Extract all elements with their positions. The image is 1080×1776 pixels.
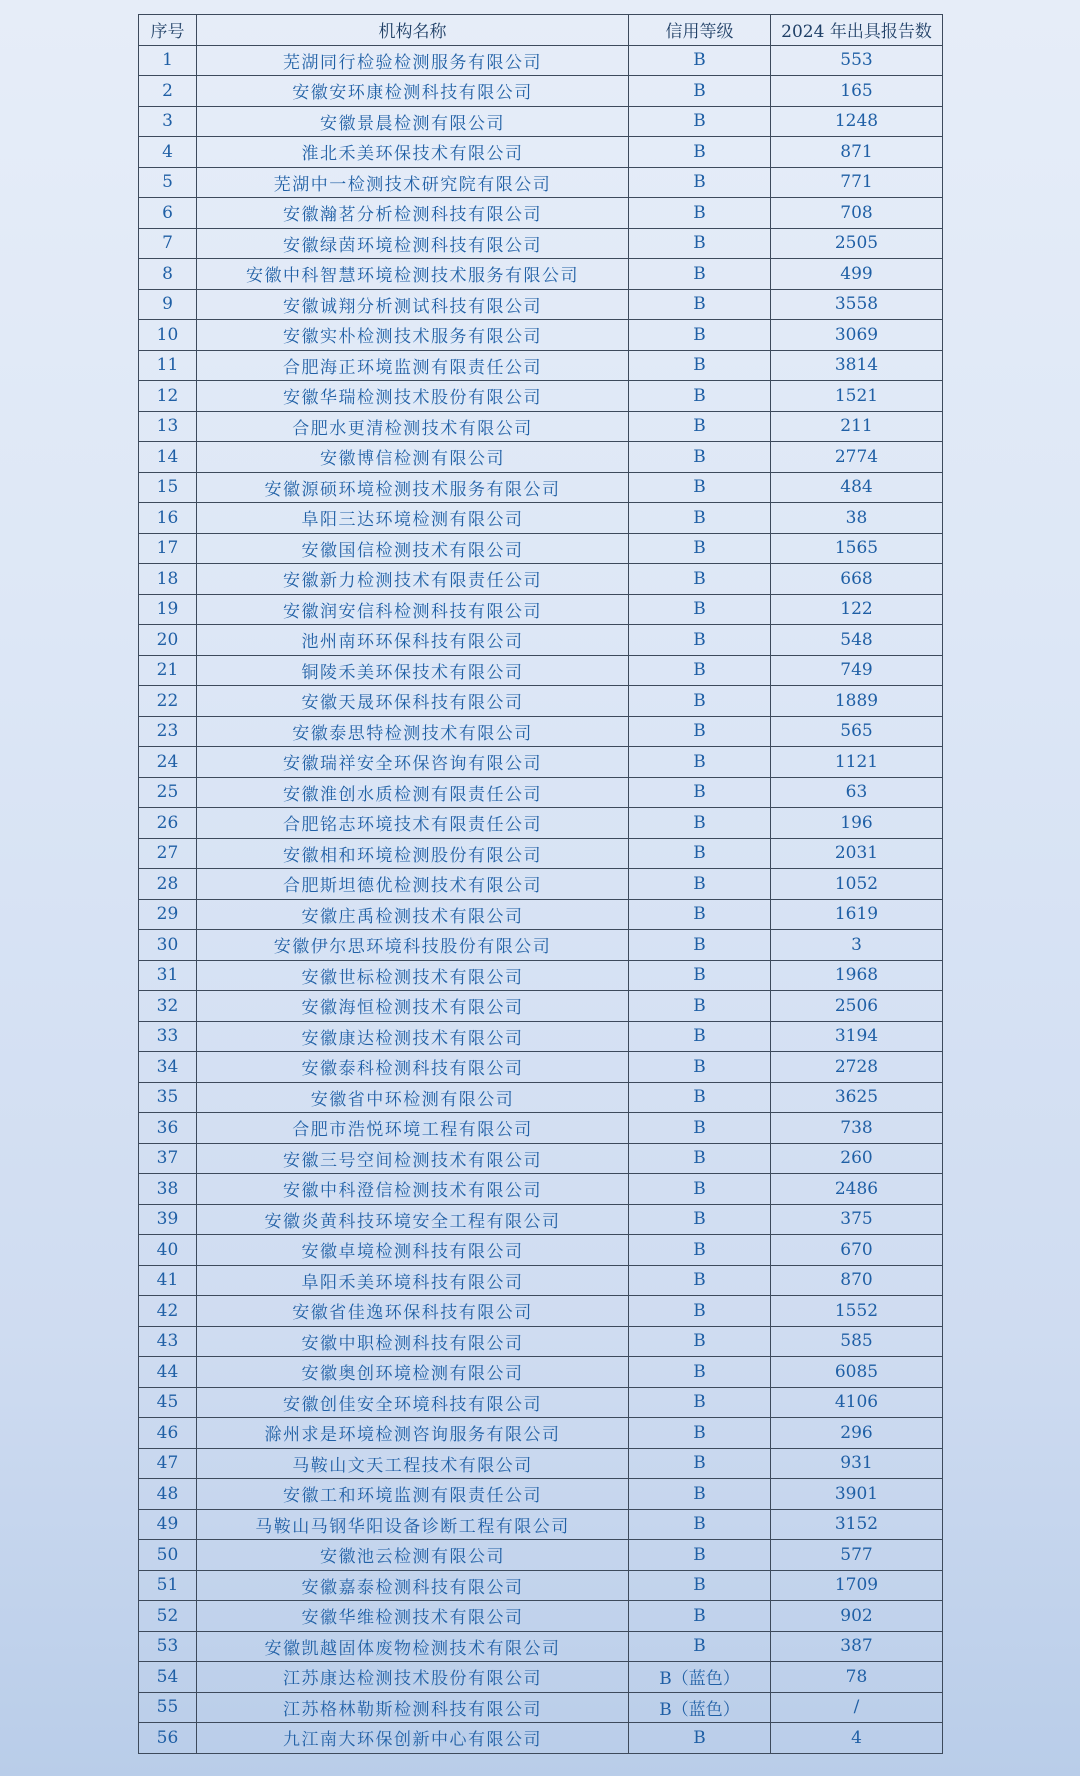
cell-credit-grade: B: [629, 259, 771, 290]
table-row: [139, 1692, 943, 1723]
table-header-row: [139, 15, 943, 46]
cell-institution-name: 安徽康达检测技术有限公司: [197, 1021, 629, 1052]
cell-index: 9: [139, 289, 197, 320]
table-row: [139, 838, 943, 869]
cell-credit-grade: B: [629, 1235, 771, 1266]
table-row: [139, 594, 943, 625]
header-reports: 2024 年出具报告数: [771, 15, 943, 46]
table-row: [139, 960, 943, 991]
cell-index: 15: [139, 472, 197, 503]
cell-report-count: 3152: [771, 1509, 943, 1540]
cell-institution-name: 安徽海恒检测技术有限公司: [197, 991, 629, 1022]
cell-credit-grade: B: [629, 45, 771, 76]
cell-institution-name: 安徽工和环境监测有限责任公司: [197, 1479, 629, 1510]
cell-credit-grade: B: [629, 1021, 771, 1052]
cell-institution-name: 芜湖同行检验检测服务有限公司: [197, 45, 629, 76]
cell-credit-grade: B: [629, 686, 771, 717]
cell-credit-grade: B: [629, 1082, 771, 1113]
cell-report-count: 3194: [771, 1021, 943, 1052]
cell-index: 36: [139, 1113, 197, 1144]
table-row: [139, 1479, 943, 1510]
cell-institution-name: 安徽三号空间检测技术有限公司: [197, 1143, 629, 1174]
cell-institution-name: 安徽省佳逸环保科技有限公司: [197, 1296, 629, 1327]
cell-index: 11: [139, 350, 197, 381]
table-row: [139, 1509, 943, 1540]
cell-report-count: 870: [771, 1265, 943, 1296]
cell-report-count: 565: [771, 716, 943, 747]
cell-index: 19: [139, 594, 197, 625]
header-grade: 信用等级: [629, 15, 771, 46]
cell-institution-name: 马鞍山马钢华阳设备诊断工程有限公司: [197, 1509, 629, 1540]
cell-index: 42: [139, 1296, 197, 1327]
cell-index: 46: [139, 1418, 197, 1449]
cell-report-count: 2506: [771, 991, 943, 1022]
cell-credit-grade: B: [629, 1631, 771, 1662]
cell-report-count: 2774: [771, 442, 943, 473]
cell-credit-grade: B: [629, 564, 771, 595]
cell-index: 26: [139, 808, 197, 839]
cell-credit-grade: B: [629, 869, 771, 900]
cell-institution-name: 安徽实朴检测技术服务有限公司: [197, 320, 629, 351]
cell-institution-name: 安徽中科智慧环境检测技术服务有限公司: [197, 259, 629, 290]
cell-report-count: 3901: [771, 1479, 943, 1510]
table-row: [139, 655, 943, 686]
cell-institution-name: 池州南环环保科技有限公司: [197, 625, 629, 656]
cell-index: 43: [139, 1326, 197, 1357]
table-row: [139, 1082, 943, 1113]
cell-index: 34: [139, 1052, 197, 1083]
cell-credit-grade: B: [629, 655, 771, 686]
cell-index: 24: [139, 747, 197, 778]
cell-institution-name: 安徽池云检测有限公司: [197, 1540, 629, 1571]
cell-credit-grade: B: [629, 747, 771, 778]
table-row: [139, 747, 943, 778]
cell-index: 17: [139, 533, 197, 564]
cell-report-count: 3814: [771, 350, 943, 381]
cell-institution-name: 合肥水更清检测技术有限公司: [197, 411, 629, 442]
cell-institution-name: 合肥市浩悦环境工程有限公司: [197, 1113, 629, 1144]
cell-report-count: 3069: [771, 320, 943, 351]
cell-credit-grade: B: [629, 411, 771, 442]
cell-report-count: 211: [771, 411, 943, 442]
cell-report-count: 738: [771, 1113, 943, 1144]
table-row: [139, 381, 943, 412]
cell-index: 48: [139, 1479, 197, 1510]
cell-credit-grade: B: [629, 716, 771, 747]
cell-institution-name: 安徽淮创水质检测有限责任公司: [197, 777, 629, 808]
cell-credit-grade: B: [629, 1113, 771, 1144]
cell-report-count: 296: [771, 1418, 943, 1449]
cell-institution-name: 安徽天晟环保科技有限公司: [197, 686, 629, 717]
cell-institution-name: 安徽伊尔思环境科技股份有限公司: [197, 930, 629, 961]
cell-index: 3: [139, 106, 197, 137]
table-row: [139, 503, 943, 534]
cell-credit-grade: B: [629, 1296, 771, 1327]
table-row: [139, 1448, 943, 1479]
table-row: [139, 350, 943, 381]
cell-institution-name: 安徽华瑞检测技术股份有限公司: [197, 381, 629, 412]
cell-report-count: 902: [771, 1601, 943, 1632]
table-row: [139, 991, 943, 1022]
cell-institution-name: 九江南大环保创新中心有限公司: [197, 1723, 629, 1754]
cell-report-count: 1248: [771, 106, 943, 137]
cell-index: 38: [139, 1174, 197, 1205]
cell-institution-name: 安徽省中环检测有限公司: [197, 1082, 629, 1113]
table-row: [139, 1052, 943, 1083]
cell-index: 7: [139, 228, 197, 259]
cell-index: 51: [139, 1570, 197, 1601]
table-row: [139, 930, 943, 961]
cell-institution-name: 安徽瀚茗分析检测科技有限公司: [197, 198, 629, 229]
cell-credit-grade: B: [629, 137, 771, 168]
cell-index: 54: [139, 1662, 197, 1693]
table-row: [139, 1601, 943, 1632]
cell-credit-grade: B: [629, 625, 771, 656]
cell-credit-grade: B: [629, 1326, 771, 1357]
credit-grade-table-container: [138, 14, 942, 1754]
cell-institution-name: 安徽中科澄信检测技术有限公司: [197, 1174, 629, 1205]
cell-report-count: 1968: [771, 960, 943, 991]
table-row: [139, 228, 943, 259]
table-row: [139, 411, 943, 442]
table-row: [139, 1418, 943, 1449]
table-row: [139, 442, 943, 473]
cell-index: 12: [139, 381, 197, 412]
cell-credit-grade: B: [629, 838, 771, 869]
cell-credit-grade: B: [629, 594, 771, 625]
cell-report-count: 668: [771, 564, 943, 595]
cell-institution-name: 安徽相和环境检测股份有限公司: [197, 838, 629, 869]
cell-report-count: 4106: [771, 1387, 943, 1418]
cell-index: 32: [139, 991, 197, 1022]
cell-credit-grade: B: [629, 106, 771, 137]
cell-index: 47: [139, 1448, 197, 1479]
table-row: [139, 625, 943, 656]
cell-report-count: 670: [771, 1235, 943, 1266]
cell-institution-name: 安徽创佳安全环境科技有限公司: [197, 1387, 629, 1418]
cell-report-count: 375: [771, 1204, 943, 1235]
cell-institution-name: 江苏格林勒斯检测科技有限公司: [197, 1692, 629, 1723]
cell-report-count: 165: [771, 76, 943, 107]
table-row: [139, 1326, 943, 1357]
cell-institution-name: 铜陵禾美环保技术有限公司: [197, 655, 629, 686]
table-row: [139, 198, 943, 229]
cell-index: 5: [139, 167, 197, 198]
cell-index: 39: [139, 1204, 197, 1235]
cell-index: 31: [139, 960, 197, 991]
table-row: [139, 686, 943, 717]
cell-report-count: 499: [771, 259, 943, 290]
cell-report-count: 78: [771, 1662, 943, 1693]
table-row: [139, 289, 943, 320]
cell-credit-grade: B: [629, 1265, 771, 1296]
table-row: [139, 777, 943, 808]
cell-index: 28: [139, 869, 197, 900]
cell-credit-grade: B: [629, 76, 771, 107]
cell-report-count: 1552: [771, 1296, 943, 1327]
cell-report-count: 708: [771, 198, 943, 229]
cell-institution-name: 安徽博信检测有限公司: [197, 442, 629, 473]
header-index: 序号: [139, 15, 197, 46]
cell-institution-name: 安徽绿茵环境检测科技有限公司: [197, 228, 629, 259]
cell-report-count: 1889: [771, 686, 943, 717]
cell-credit-grade: B: [629, 320, 771, 351]
cell-institution-name: 安徽泰科检测科技有限公司: [197, 1052, 629, 1083]
cell-report-count: 3: [771, 930, 943, 961]
cell-report-count: 577: [771, 1540, 943, 1571]
cell-index: 22: [139, 686, 197, 717]
cell-institution-name: 安徽奥创环境检测有限公司: [197, 1357, 629, 1388]
cell-index: 2: [139, 76, 197, 107]
cell-institution-name: 安徽庄禹检测技术有限公司: [197, 899, 629, 930]
cell-report-count: 63: [771, 777, 943, 808]
cell-credit-grade: B: [629, 1448, 771, 1479]
cell-report-count: 585: [771, 1326, 943, 1357]
cell-institution-name: 安徽炎黄科技环境安全工程有限公司: [197, 1204, 629, 1235]
cell-index: 41: [139, 1265, 197, 1296]
cell-report-count: 771: [771, 167, 943, 198]
cell-institution-name: 安徽凯越固体废物检测技术有限公司: [197, 1631, 629, 1662]
table-row: [139, 1204, 943, 1235]
cell-report-count: 871: [771, 137, 943, 168]
cell-credit-grade: B: [629, 533, 771, 564]
cell-report-count: 931: [771, 1448, 943, 1479]
table-row: [139, 1174, 943, 1205]
cell-index: 4: [139, 137, 197, 168]
cell-credit-grade: B: [629, 442, 771, 473]
cell-index: 52: [139, 1601, 197, 1632]
cell-report-count: 4: [771, 1723, 943, 1754]
table-row: [139, 1021, 943, 1052]
cell-report-count: 196: [771, 808, 943, 839]
cell-report-count: 548: [771, 625, 943, 656]
cell-credit-grade: B: [629, 1387, 771, 1418]
table-row: [139, 1357, 943, 1388]
cell-credit-grade: B: [629, 1204, 771, 1235]
cell-report-count: 484: [771, 472, 943, 503]
cell-institution-name: 安徽卓境检测科技有限公司: [197, 1235, 629, 1266]
cell-report-count: 1521: [771, 381, 943, 412]
cell-institution-name: 滁州求是环境检测咨询服务有限公司: [197, 1418, 629, 1449]
cell-institution-name: 安徽嘉泰检测科技有限公司: [197, 1570, 629, 1601]
table-row: [139, 1387, 943, 1418]
cell-credit-grade: B: [629, 1418, 771, 1449]
cell-report-count: 553: [771, 45, 943, 76]
cell-index: 37: [139, 1143, 197, 1174]
table-body: [139, 45, 943, 1753]
cell-credit-grade: B: [629, 1723, 771, 1754]
table-row: [139, 259, 943, 290]
table-row: [139, 1540, 943, 1571]
table-row: [139, 167, 943, 198]
cell-report-count: /: [771, 1692, 943, 1723]
cell-index: 21: [139, 655, 197, 686]
cell-report-count: 387: [771, 1631, 943, 1662]
table-row: [139, 1265, 943, 1296]
table-row: [139, 1723, 943, 1754]
table-row: [139, 533, 943, 564]
cell-institution-name: 安徽新力检测技术有限责任公司: [197, 564, 629, 595]
cell-report-count: 1052: [771, 869, 943, 900]
table-row: [139, 137, 943, 168]
cell-report-count: 38: [771, 503, 943, 534]
cell-index: 29: [139, 899, 197, 930]
cell-index: 16: [139, 503, 197, 534]
table-row: [139, 899, 943, 930]
cell-report-count: 2505: [771, 228, 943, 259]
cell-index: 33: [139, 1021, 197, 1052]
cell-index: 27: [139, 838, 197, 869]
cell-report-count: 2031: [771, 838, 943, 869]
cell-institution-name: 江苏康达检测技术股份有限公司: [197, 1662, 629, 1693]
table-row: [139, 45, 943, 76]
cell-credit-grade: B: [629, 1479, 771, 1510]
table-row: [139, 472, 943, 503]
cell-institution-name: 合肥斯坦德优检测技术有限公司: [197, 869, 629, 900]
cell-index: 25: [139, 777, 197, 808]
cell-credit-grade: B: [629, 808, 771, 839]
table-row: [139, 76, 943, 107]
cell-credit-grade: B: [629, 381, 771, 412]
table-row: [139, 1631, 943, 1662]
table-row: [139, 106, 943, 137]
credit-grade-table: [138, 14, 943, 1754]
cell-index: 40: [139, 1235, 197, 1266]
header-name: 机构名称: [197, 15, 629, 46]
cell-credit-grade: B: [629, 289, 771, 320]
cell-institution-name: 阜阳三达环境检测有限公司: [197, 503, 629, 534]
cell-index: 23: [139, 716, 197, 747]
cell-institution-name: 安徽诚翔分析测试科技有限公司: [197, 289, 629, 320]
cell-index: 6: [139, 198, 197, 229]
table-row: [139, 564, 943, 595]
table-row: [139, 808, 943, 839]
cell-credit-grade: B: [629, 1601, 771, 1632]
cell-index: 50: [139, 1540, 197, 1571]
cell-report-count: 2728: [771, 1052, 943, 1083]
cell-index: 49: [139, 1509, 197, 1540]
cell-report-count: 1619: [771, 899, 943, 930]
cell-index: 20: [139, 625, 197, 656]
cell-report-count: 2486: [771, 1174, 943, 1205]
cell-index: 18: [139, 564, 197, 595]
cell-credit-grade: B: [629, 1357, 771, 1388]
cell-institution-name: 安徽华维检测技术有限公司: [197, 1601, 629, 1632]
cell-credit-grade: B（蓝色）: [629, 1662, 771, 1693]
cell-credit-grade: B: [629, 991, 771, 1022]
cell-institution-name: 安徽安环康检测科技有限公司: [197, 76, 629, 107]
cell-credit-grade: B: [629, 472, 771, 503]
cell-report-count: 3625: [771, 1082, 943, 1113]
table-row: [139, 1113, 943, 1144]
cell-index: 8: [139, 259, 197, 290]
cell-index: 1: [139, 45, 197, 76]
table-row: [139, 1296, 943, 1327]
cell-index: 55: [139, 1692, 197, 1723]
cell-credit-grade: B（蓝色）: [629, 1692, 771, 1723]
table-row: [139, 1570, 943, 1601]
cell-credit-grade: B: [629, 1174, 771, 1205]
cell-institution-name: 安徽润安信科检测科技有限公司: [197, 594, 629, 625]
table-row: [139, 716, 943, 747]
cell-credit-grade: B: [629, 1509, 771, 1540]
cell-report-count: 1709: [771, 1570, 943, 1601]
table-row: [139, 869, 943, 900]
cell-credit-grade: B: [629, 228, 771, 259]
cell-institution-name: 马鞍山文天工程技术有限公司: [197, 1448, 629, 1479]
cell-index: 44: [139, 1357, 197, 1388]
cell-credit-grade: B: [629, 899, 771, 930]
cell-credit-grade: B: [629, 1540, 771, 1571]
cell-report-count: 749: [771, 655, 943, 686]
cell-credit-grade: B: [629, 167, 771, 198]
cell-credit-grade: B: [629, 1143, 771, 1174]
cell-institution-name: 安徽国信检测技术有限公司: [197, 533, 629, 564]
cell-institution-name: 阜阳禾美环境科技有限公司: [197, 1265, 629, 1296]
cell-credit-grade: B: [629, 198, 771, 229]
cell-institution-name: 安徽世标检测技术有限公司: [197, 960, 629, 991]
cell-report-count: 1121: [771, 747, 943, 778]
cell-report-count: 6085: [771, 1357, 943, 1388]
table-row: [139, 1662, 943, 1693]
cell-index: 45: [139, 1387, 197, 1418]
cell-report-count: 3558: [771, 289, 943, 320]
cell-institution-name: 淮北禾美环保技术有限公司: [197, 137, 629, 168]
table-row: [139, 1143, 943, 1174]
cell-credit-grade: B: [629, 960, 771, 991]
cell-index: 56: [139, 1723, 197, 1754]
cell-credit-grade: B: [629, 777, 771, 808]
cell-credit-grade: B: [629, 350, 771, 381]
cell-index: 14: [139, 442, 197, 473]
cell-institution-name: 合肥海正环境监测有限责任公司: [197, 350, 629, 381]
cell-institution-name: 合肥铭志环境技术有限责任公司: [197, 808, 629, 839]
cell-report-count: 122: [771, 594, 943, 625]
cell-index: 30: [139, 930, 197, 961]
cell-institution-name: 安徽景晨检测有限公司: [197, 106, 629, 137]
cell-report-count: 1565: [771, 533, 943, 564]
cell-index: 10: [139, 320, 197, 351]
table-row: [139, 1235, 943, 1266]
cell-index: 35: [139, 1082, 197, 1113]
cell-credit-grade: B: [629, 1570, 771, 1601]
cell-credit-grade: B: [629, 503, 771, 534]
cell-institution-name: 安徽泰思特检测技术有限公司: [197, 716, 629, 747]
cell-institution-name: 安徽中职检测科技有限公司: [197, 1326, 629, 1357]
cell-institution-name: 安徽源硕环境检测技术服务有限公司: [197, 472, 629, 503]
cell-index: 13: [139, 411, 197, 442]
cell-institution-name: 芜湖中一检测技术研究院有限公司: [197, 167, 629, 198]
table-row: [139, 320, 943, 351]
cell-report-count: 260: [771, 1143, 943, 1174]
cell-institution-name: 安徽瑞祥安全环保咨询有限公司: [197, 747, 629, 778]
cell-credit-grade: B: [629, 930, 771, 961]
cell-index: 53: [139, 1631, 197, 1662]
cell-credit-grade: B: [629, 1052, 771, 1083]
